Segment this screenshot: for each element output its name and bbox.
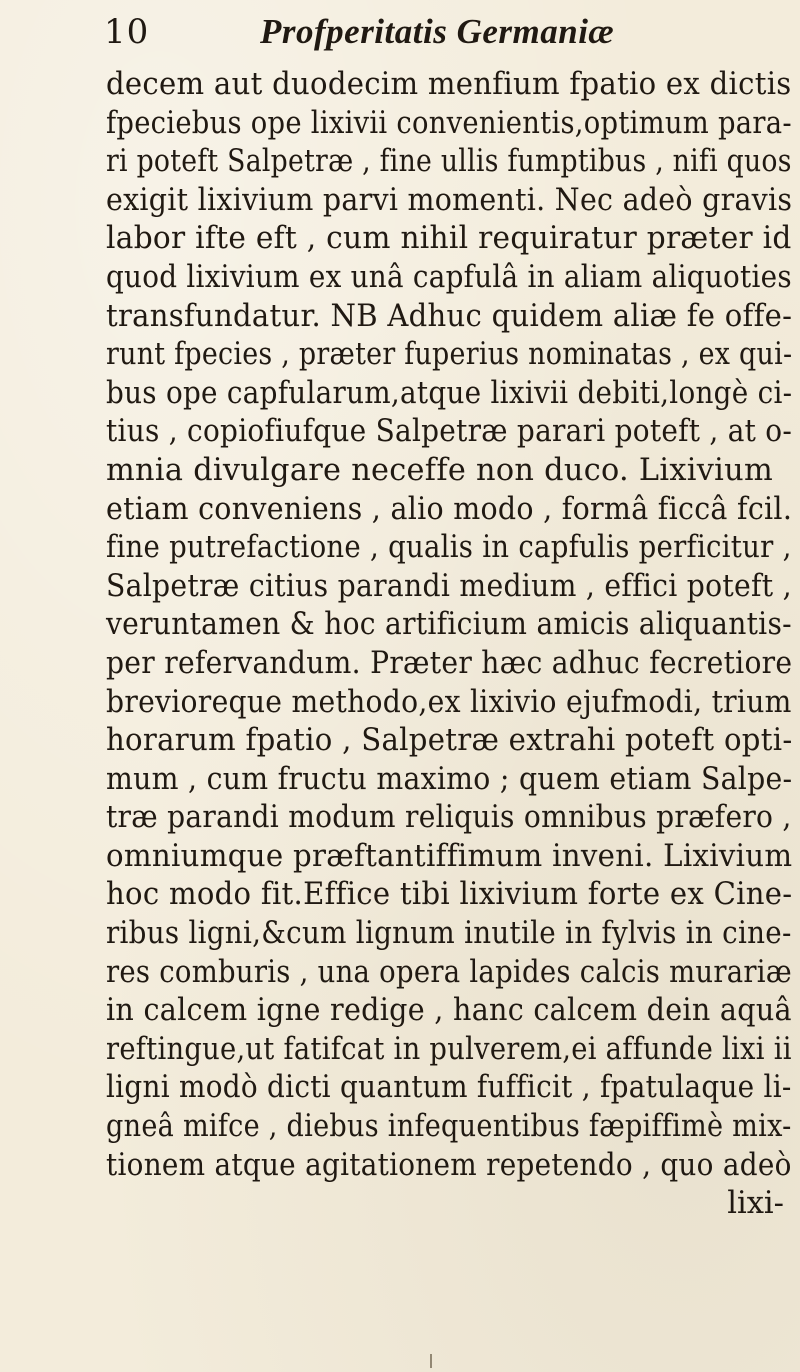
text-line: ribus ligni,&cum lignum inutile in fylvis in cine- — [106, 916, 792, 952]
text-line: hoc modo fit.Effice tibi lixivium forte ex Cine- — [106, 877, 793, 913]
text-line: decem aut duodecim menfium fpatio ex dictis — [106, 67, 792, 102]
page-number: 10 — [104, 12, 150, 52]
text-line: tionem atque agitationem repetendo , quo adeò — [106, 1147, 792, 1183]
text-line: bus ope capfularum,atque lixivii debiti,longè ci- — [106, 375, 793, 411]
text-line: exigit lixivium parvi momenti. Nec adeò gravis — [106, 182, 793, 218]
text-line: horarum fpatio , Salpetræ extrahi poteft opti- — [106, 723, 793, 759]
text-line: reftingue,ut fatifcat in pulverem,ei affunde lixi ii — [106, 1031, 792, 1067]
text-line: træ parandi modum reliquis omnibus præfero , — [106, 800, 792, 836]
catchword: lixi- — [727, 1186, 784, 1222]
text-line: in calcem igne redige , hanc calcem dein aquâ — [106, 993, 792, 1029]
text-line: brevioreque methodo,ex lixivio ejufmodi, trium — [106, 684, 792, 720]
catchword-row — [106, 1185, 796, 1224]
text-line: quod lixivium ex unâ capfulâ in aliam aliquoties — [106, 259, 792, 295]
text-line: tius , copiofiufque Salpetræ parari poteft , at o- — [106, 414, 793, 450]
printing-mark — [430, 1354, 432, 1368]
text-line: per refervandum. Præter hæc adhuc fecretiore — [106, 645, 793, 681]
text-line: fine putrefactione , qualis in capfulis perficitur , — [106, 530, 792, 566]
running-title: Profperitatis Germaniæ — [260, 12, 615, 51]
text-line: Salpetræ citius parandi medium , effici poteft , — [106, 568, 792, 604]
body-text — [106, 66, 796, 1224]
text-line: ligni modò dicti quantum fufficit , fpatulaque li- — [106, 1070, 792, 1106]
page-header — [92, 12, 792, 58]
text-line: mnia divulgare neceffe non duco. Lixivium — [106, 452, 774, 488]
text-line: res comburis , una opera lapides calcis murariæ — [106, 954, 792, 990]
text-line: ri poteft Salpetræ , fine ullis fumptibus , nifi quos — [106, 144, 792, 180]
text-line: omniumque præftantiffimum inveni. Lixivium — [106, 838, 793, 874]
text-line: labor ifte eft , cum nihil requiratur præter id — [106, 221, 792, 257]
text-line: etiam conveniens , alio modo , formâ ficcâ fcil. — [106, 491, 793, 527]
text-line: gneâ mifce , diebus infequentibus fæpiffimè mix- — [106, 1109, 792, 1145]
text-line: veruntamen & hoc artificium amicis aliquantis- — [106, 607, 792, 643]
text-line: transfundatur. NB Adhuc quidem aliæ fe offe- — [106, 298, 793, 334]
text-line: runt fpecies , præter fuperius nominatas , ex qui- — [106, 337, 793, 373]
text-line: fpeciebus ope lixivii convenientis,optimum para- — [106, 105, 792, 141]
text-line: mum , cum fructu maximo ; quem etiam Salpe- — [106, 761, 793, 797]
